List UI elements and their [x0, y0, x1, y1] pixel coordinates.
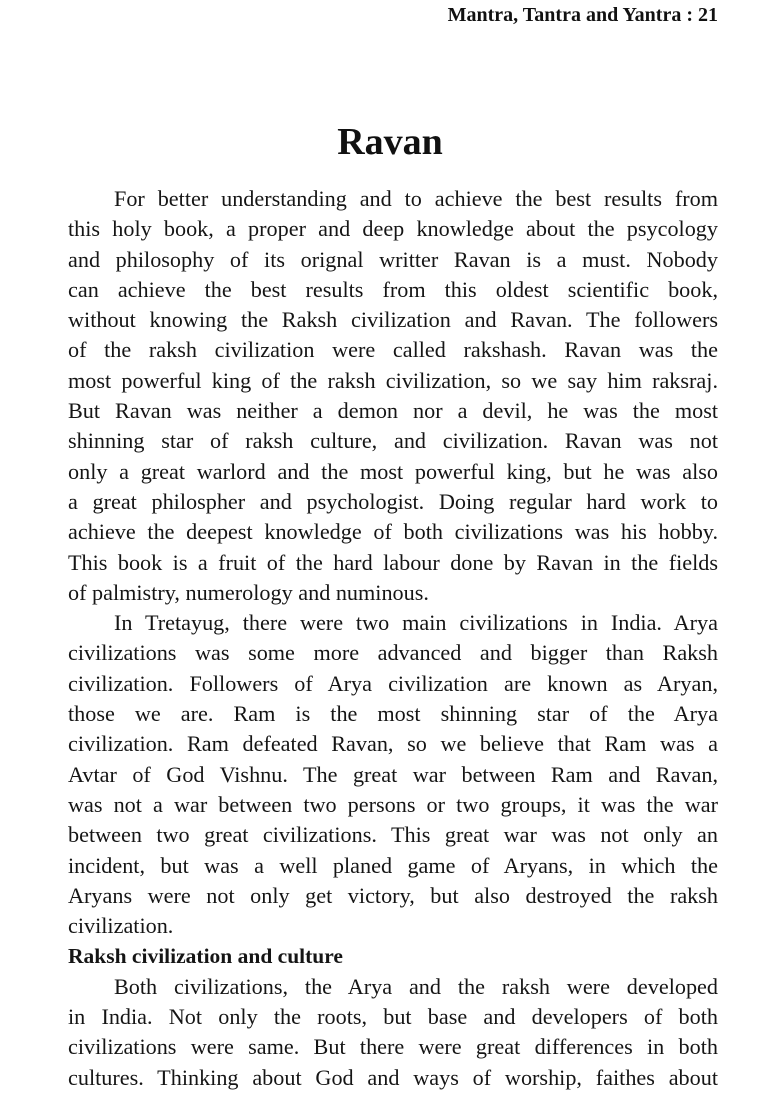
text-line: a great philospher and psychologist. Doing regular hard work to [68, 488, 718, 514]
text-line: incident, but was a well planed game of Aryans, in which the [68, 852, 718, 878]
text-line: civilizations were same. But there were great differences in both [68, 1034, 718, 1060]
text-line: cultures. Thinking about God and ways of worship, faithes about [68, 1064, 718, 1090]
text-line: only a great warlord and the most powerful king, but he was also [68, 458, 718, 484]
text-line: In Tretayug, there were two main civilizations in India. Arya [114, 610, 718, 636]
text-line: civilizations was some more advanced and bigger than Raksh [68, 640, 718, 666]
text-line: This book is a fruit of the hard labour done by Ravan in the fields [68, 549, 718, 575]
text-line: can achieve the best results from this oldest scientific book, [68, 276, 718, 302]
text-line: those we are. Ram is the most shinning star of the Arya [68, 701, 718, 727]
text-line: Aryans were not only get victory, but also destroyed the raksh [68, 882, 718, 908]
section-heading: Raksh civilization and culture [68, 944, 343, 969]
body-text [68, 184, 718, 1093]
text-line: without knowing the Raksh civilization and Ravan. The followers [68, 307, 718, 333]
text-line: achieve the deepest knowledge of both civilizations was his hobby. [68, 519, 718, 545]
paragraph-3 [68, 972, 718, 1093]
text-line: civilization. Followers of Arya civilization are known as Aryan, [68, 670, 718, 696]
text-line: this holy book, a proper and deep knowledge about the psycology [68, 216, 718, 242]
text-line: was not a war between two persons or two groups, it was the war [68, 791, 718, 817]
running-head: Mantra, Tantra and Yantra : 21 [447, 4, 718, 26]
text-line: of the raksh civilization were called rakshash. Ravan was the [68, 337, 718, 363]
paragraph-2 [68, 608, 718, 941]
text-line: and philosophy of its orignal writter Ravan is a must. Nobody [68, 246, 718, 272]
text-line: between two great civilizations. This great war was not only an [68, 822, 718, 848]
text-line: Both civilizations, the Arya and the raksh were developed [114, 973, 718, 999]
text-line: most powerful king of the raksh civilization, so we say him raksraj. [68, 367, 718, 393]
text-line: of palmistry, numerology and numinous. [68, 579, 429, 605]
text-line: Avtar of God Vishnu. The great war between Ram and Ravan, [68, 761, 718, 787]
chapter-title: Ravan [337, 121, 443, 163]
text-line: But Ravan was neither a demon nor a devil, he was the most [68, 398, 718, 424]
text-line: shinning star of raksh culture, and civilization. Ravan was not [68, 428, 718, 454]
text-line: civilization. [68, 913, 174, 939]
text-line: civilization. Ram defeated Ravan, so we believe that Ram was a [68, 731, 718, 757]
text-line: For better understanding and to achieve the best results from [114, 186, 718, 211]
text-line: in India. Not only the roots, but base and developers of both [68, 1004, 718, 1030]
paragraph-1 [68, 184, 718, 608]
